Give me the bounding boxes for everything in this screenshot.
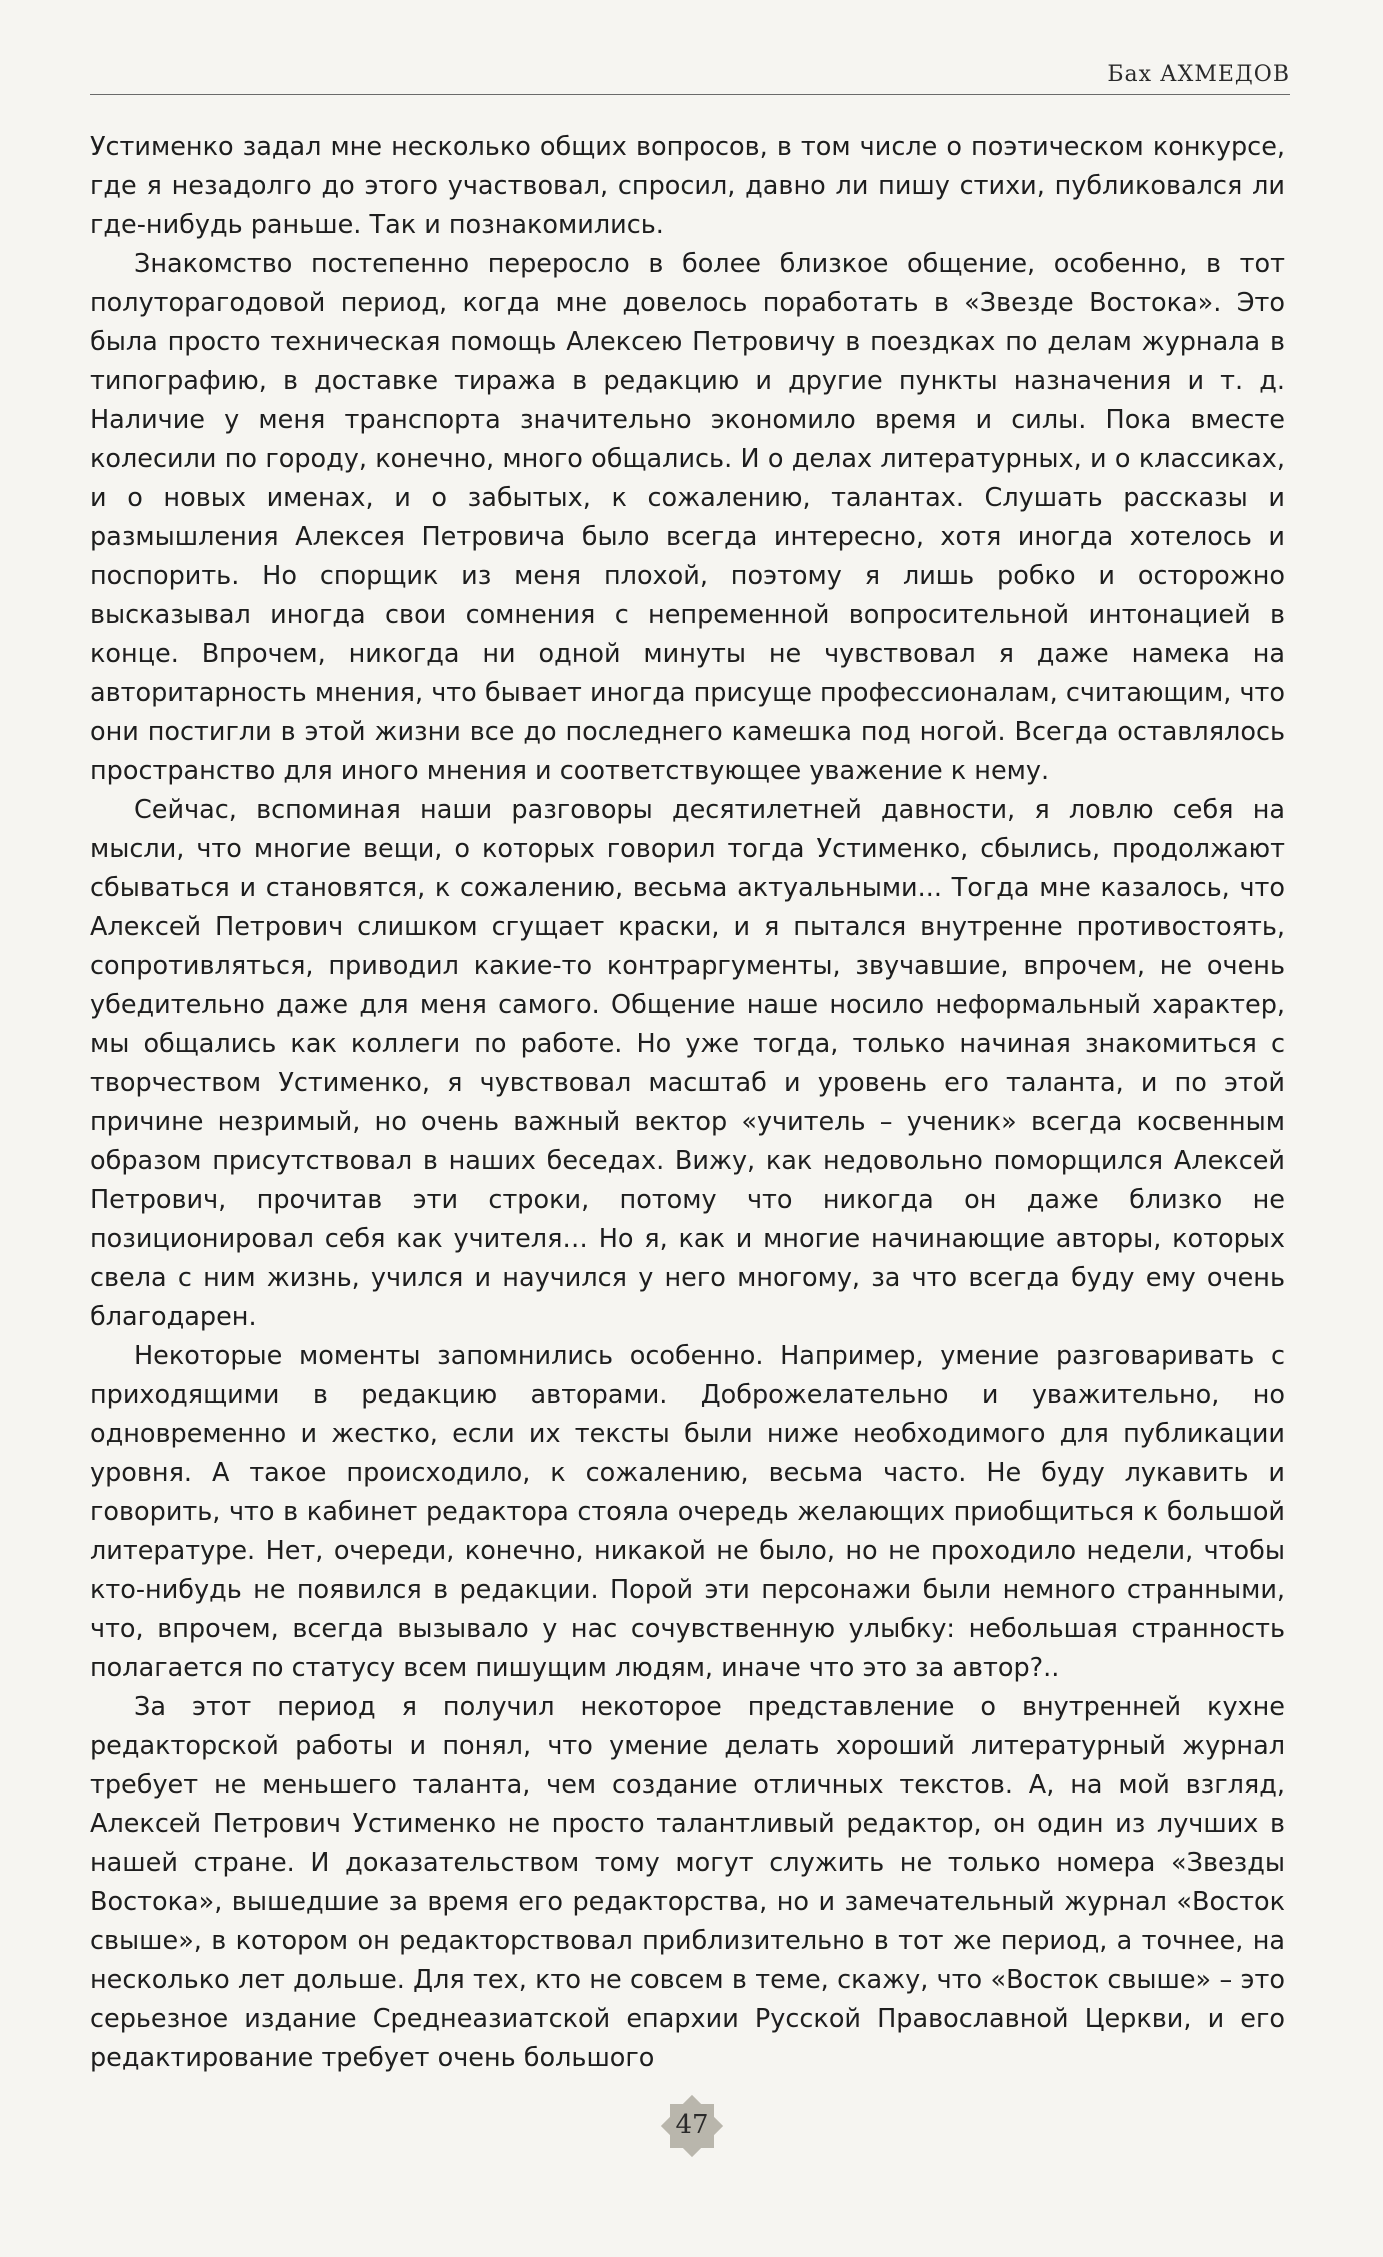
header-author: Бах АХМЕДОВ xyxy=(1107,62,1290,87)
page-number: 47 xyxy=(675,2110,709,2140)
paragraph-2: Знакомство постепенно переросло в более близкое общение, особенно, в тот полуторагодовой период, когда мне довелось поработать в «Звезде Востока». Это была просто техническая помощь Алексею Петровичу в поездках по делам журнала в типографию, в доставке тиража в редакцию и другие пункты назначения и т. д. Наличие у меня транспорта значительно экономило время и силы. Пока вместе колесили по городу, конечно, много общались. И о делах литературных, и о классиках, и о новых именах, и о забытых, к сожалению, талантах. Слушать рассказы и размышления Алексея Петровича было всегда интересно, хотя иногда хотелось и поспорить. Но спорщик из меня плохой, поэтому я лишь робко и осторожно высказывал иногда свои сомнения с непременной вопросительной интонацией в конце. Впрочем, никогда ни одной минуты не чувствовал я даже намека на авторитарность мнения, что бывает иногда присуще профессионалам, считающим, что они постигли в этой жизни все до последнего камешка под ногой. Всегда оставлялось пространство для иного мнения и соответствующее уважение к нему. xyxy=(90,249,1285,786)
paragraph-4: Некоторые моменты запомнились особенно. Например, умение разговаривать с приходящими в редакцию авторами. Доброжелательно и уважительно, но одновременно и жестко, если их тексты были ниже необходимого для публикации уровня. А такое происходило, к сожалению, весьма часто. Не буду лукавить и говорить, что в кабинет редактора стояла очередь желающих приобщиться к большой литературе. Нет, очереди, конечно, никакой не было, но не проходило недели, чтобы кто-нибудь не появился в редакции. Порой эти персонажи были немного странными, что, впрочем, всегда вызывало у нас сочувственную улыбку: небольшая странность полагается по статусу всем пишущим людям, иначе что это за автор?.. xyxy=(90,1341,1285,1683)
running-header xyxy=(90,62,1290,96)
page-footer xyxy=(0,2090,1383,2180)
header-rule xyxy=(90,94,1290,95)
paragraph-5: За этот период я получил некоторое представление о внутренней кухне редакторской работы и понял, что умение делать хороший литературный журнал требует не меньшего таланта, чем создание отличных текстов. А, на мой взгляд, Алексей Петрович Устименко не просто талантливый редактор, он один из лучших в нашей стране. И доказательством тому могут служить не только номера «Звезды Востока», вышедшие за время его редакторства, но и замечательный журнал «Восток свыше», в котором он редакторствовал приблизительно в тот же период, а точнее, на несколько лет дольше. Для тех, кто не совсем в теме, скажу, что «Восток свыше» – это серьезное издание Среднеазиатской епархии Русской Православной Церкви, и его редактирование требует очень большого xyxy=(90,1692,1285,2073)
paragraph-3: Сейчас, вспоминая наши разговоры десятилетней давности, я ловлю себя на мысли, что многие вещи, о которых говорил тогда Устименко, сбылись, продолжают сбываться и становятся, к сожалению, весьма актуальными... Тогда мне казалось, что Алексей Петрович слишком сгущает краски, и я пытался внутренне противостоять, сопротивляться, приводил какие-то контраргументы, звучавшие, впрочем, не очень убедительно даже для меня самого. Общение наше носило неформальный характер, мы общались как коллеги по работе. Но уже тогда, только начиная знакомиться с творчеством Устименко, я чувствовал масштаб и уровень его таланта, и по этой причине незримый, но очень важный вектор «учитель – ученик» всегда косвенным образом присутствовал в наших беседах. Вижу, как недовольно поморщился Алексей Петрович, прочитав эти строки, потому что никогда он даже близко не позиционировал себя как учителя… Но я, как и многие начинающие авторы, которых свела с ним жизнь, учился и научился у него многому, за что всегда буду ему очень благодарен. xyxy=(90,795,1285,1332)
page-body xyxy=(90,128,1285,2078)
paragraph-1: Устименко задал мне несколько общих вопросов, в том числе о поэтическом конкурсе, где я незадолго до этого участвовал, спросил, давно ли пишу стихи, публиковался ли где-нибудь раньше. Так и познакомились. xyxy=(90,132,1285,240)
